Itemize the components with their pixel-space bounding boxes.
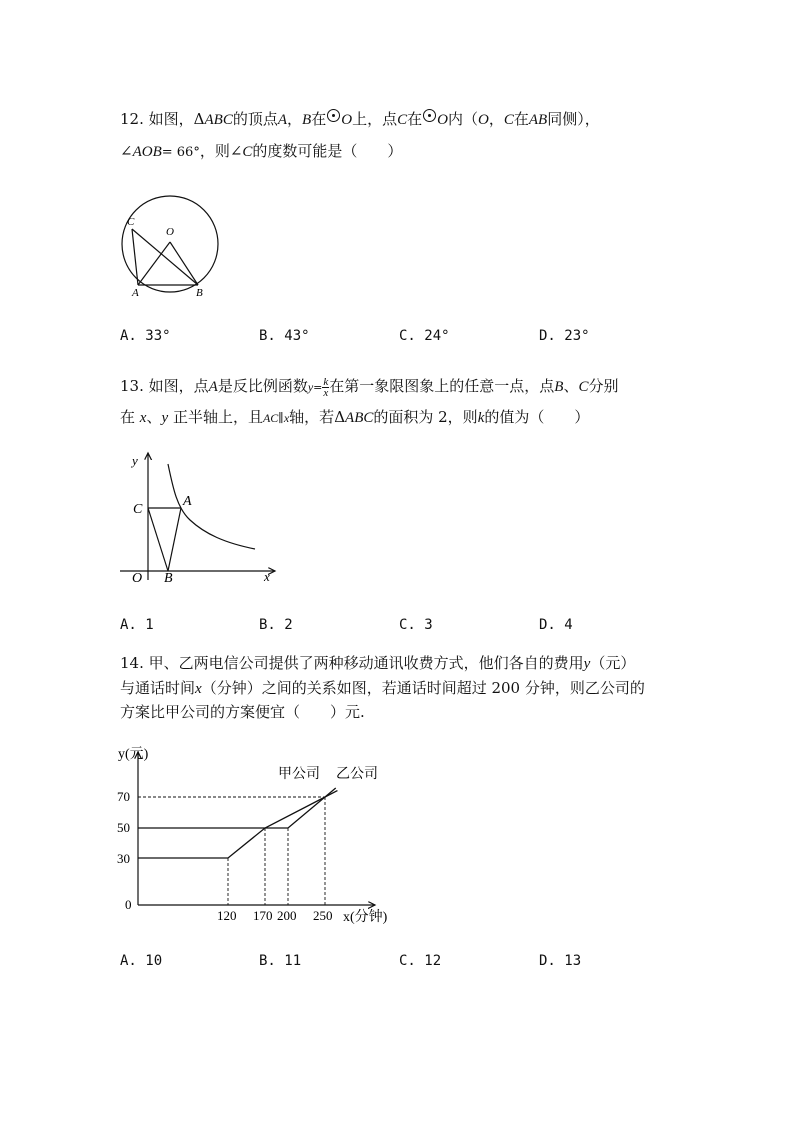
q12-option-a[interactable]: A. 33° — [120, 328, 171, 344]
label-o: O — [166, 226, 174, 238]
q13-option-b[interactable]: B. 2 — [259, 617, 293, 633]
q14-option-d[interactable]: D. 13 — [539, 953, 582, 969]
segment-ab — [168, 508, 181, 571]
y-tick-70: 70 — [117, 789, 130, 804]
series-line-yi — [138, 788, 336, 828]
q14-line-2: 与通话时间x（分钟）之间的关系如图，若通话时间超过 200 分钟，则乙公司的 — [120, 679, 645, 697]
y-tick-50: 50 — [117, 820, 130, 835]
q13-line-1: 13. 如图，点A是反比例函数y= $\frac{k}{x}$ 在第一象限图象上的任意一点，点B、C分别 — [120, 375, 619, 399]
y-tick-30: 30 — [117, 851, 130, 866]
segment-cb — [148, 508, 168, 571]
q12-option-d[interactable]: D. 23° — [539, 328, 590, 344]
segment-ob — [170, 242, 198, 285]
label-o: O — [132, 571, 143, 586]
circle-dot-symbol — [327, 109, 340, 122]
chart-guide-lines — [138, 797, 325, 905]
q14-line-1: 14. 甲、乙两电信公司提供了两种移动通讯收费方式，他们各自的费用y（元） — [120, 654, 636, 672]
x-tick-120: 120 — [217, 908, 237, 923]
chart-x-label: x(分钟) — [343, 910, 388, 925]
chart-series-group — [138, 788, 337, 858]
segment-cb — [132, 229, 198, 285]
q13-option-c[interactable]: C. 3 — [399, 617, 433, 633]
q12-line-1: 12. 如图，ΔABC的顶点A，B在 O上，点C在 O内（O，C在AB同侧）， — [120, 110, 600, 128]
q12-option-b[interactable]: B. 43° — [259, 328, 310, 344]
label-c: C — [133, 502, 143, 517]
q14-fee-chart — [110, 740, 410, 930]
q13-option-a[interactable]: A. 1 — [120, 617, 154, 633]
legend-jia: 甲公司 — [278, 767, 320, 782]
label-a: A — [132, 287, 139, 299]
label-c: C — [127, 216, 135, 228]
q12-line-2: ∠AOB= 66°，则∠C的度数可能是（ ） — [120, 142, 403, 160]
x-tick-200: 200 — [277, 908, 297, 923]
label-b: B — [196, 287, 203, 299]
q12-circle-figure — [112, 195, 232, 300]
fraction-k-over-x: $\frac{k}{x}$ — [323, 375, 329, 399]
y-tick-0: 0 — [125, 897, 132, 912]
circle-o — [122, 196, 218, 292]
circle-dot-symbol — [423, 109, 436, 122]
q14-option-a[interactable]: A. 10 — [120, 953, 163, 969]
chart-y-label: y(元) — [118, 747, 149, 762]
x-tick-250: 250 — [313, 908, 333, 923]
label-b: B — [164, 571, 173, 586]
label-x: x — [264, 569, 270, 584]
q13-option-d[interactable]: D. 4 — [539, 617, 573, 633]
q13-line-2: 在 x、y 正半轴上，且AC∥x轴，若ΔABC的面积为 2，则k的值为（ ） — [120, 408, 590, 426]
q12-option-c[interactable]: C. 24° — [399, 328, 450, 344]
hyperbola-curve — [168, 464, 255, 549]
label-y: y — [132, 453, 138, 468]
x-tick-170: 170 — [253, 908, 273, 923]
q14-option-c[interactable]: C. 12 — [399, 953, 442, 969]
q13-hyperbola-figure — [115, 448, 285, 588]
legend-yi: 乙公司 — [336, 767, 378, 782]
q14-option-b[interactable]: B. 11 — [259, 953, 302, 969]
q14-line-3: 方案比甲公司的方案便宜（ ）元. — [120, 703, 365, 721]
series-line-jia — [138, 791, 337, 858]
label-a: A — [183, 494, 192, 509]
